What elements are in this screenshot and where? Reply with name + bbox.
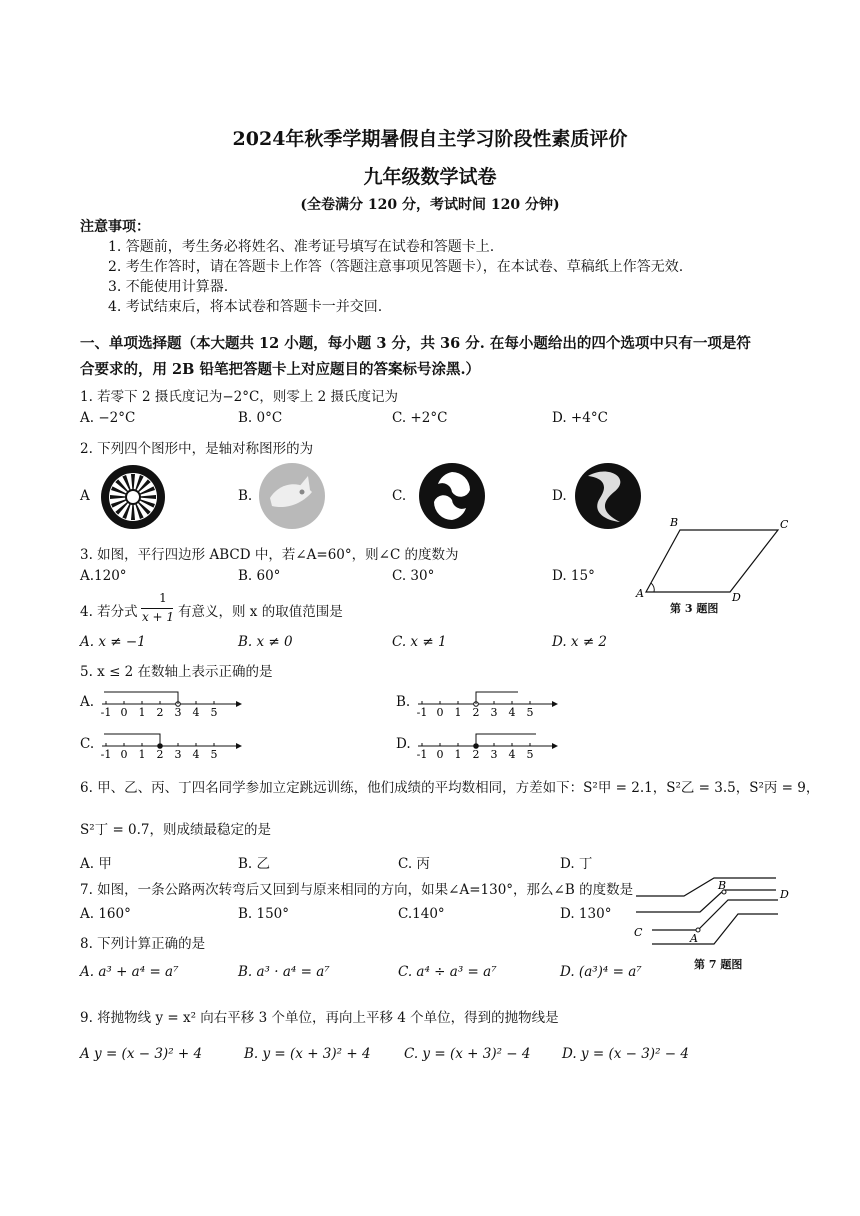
q8-option-a: A. a³ + a⁴ = a⁷ (80, 964, 179, 980)
q8-option-b: B. a³ · a⁴ = a⁷ (238, 964, 330, 980)
exam-subtitle: 九年级数学试卷 (363, 166, 497, 188)
tick-label: 2 (472, 706, 480, 719)
q6-stem-line1: 6. 甲、乙、丙、丁四名同学参加立定跳远训练，他们成绩的平均数相同，方差如下：S²甲 = 2.1，S²乙 = 3.5，S²丙 = 9， (80, 780, 820, 796)
q5-label-d: D. (396, 736, 411, 752)
tick-label: 5 (526, 706, 534, 719)
q7-stem: 7. 如图，一条公路两次转弯后又回到与原来相同的方向，如果∠A=130°，那么∠B 的度数是 (80, 882, 634, 898)
exam-title: 2024年秋季学期暑假自主学习阶段性素质评价 (232, 128, 628, 150)
q6-option-a: A. 甲 (80, 856, 112, 872)
notice-item: 1. 答题前，考生务必将姓名、准考证号填写在试卷和答题卡上. (108, 239, 495, 255)
fish-emblem-icon (258, 462, 326, 530)
tick-label: -1 (100, 748, 112, 761)
q6-option-b: B. 乙 (238, 856, 271, 872)
notice-item: 3. 不能使用计算器. (108, 279, 229, 295)
q8-option-c: C. a⁴ ÷ a³ = a⁷ (398, 964, 497, 980)
tick-label: -1 (416, 748, 428, 761)
q1-stem: 1. 若零下 2 摄氏度记为−2°C，则零上 2 摄氏度记为 (80, 389, 398, 405)
number-line-b (414, 684, 559, 720)
road-point-label: B (718, 879, 727, 892)
q2-label-c: C. (392, 488, 407, 504)
q3-parallelogram-figure (628, 512, 788, 602)
q1-option-b: B. 0°C (238, 410, 283, 426)
notice-item: 2. 考生作答时，请在答题卡上作答（答题注意事项见答题卡），在本试卷、草稿纸上作答无效. (108, 259, 684, 275)
q7-option-b: B. 150° (238, 906, 290, 922)
vertex-label: C (780, 518, 788, 531)
q7-option-c: C.140° (398, 906, 445, 922)
tick-label: -1 (416, 706, 428, 719)
vertex-label: A (636, 587, 644, 600)
q8-stem: 8. 下列计算正确的是 (80, 936, 206, 952)
tick-label: 2 (472, 748, 480, 761)
q7-option-a: A. 160° (80, 906, 131, 922)
q6-option-d: D. 丁 (560, 856, 593, 872)
q7-option-d: D. 130° (560, 906, 612, 922)
tick-label: 1 (138, 748, 146, 761)
vertex-label: B (670, 516, 679, 529)
q9-option-a: A y = (x − 3)² + 4 (80, 1046, 203, 1062)
q5-label-a: A. (80, 694, 95, 710)
q3-option-c: C. 30° (392, 568, 435, 584)
q6-option-c: C. 丙 (398, 856, 430, 872)
tick-label: 1 (138, 706, 146, 719)
q8-option-d: D. (a³)⁴ = a⁷ (560, 964, 642, 980)
tick-label: 5 (526, 748, 534, 761)
notice-item: 4. 考试结束后，将本试卷和答题卡一并交回. (108, 299, 383, 315)
q6-stem-line2: S²丁 = 0.7，则成绩最稳定的是 (80, 822, 272, 838)
chrysanthemum-crest-icon (100, 464, 166, 530)
q4-option-b: B. x ≠ 0 (238, 634, 293, 650)
tick-label: 5 (210, 748, 218, 761)
q4-option-c: C. x ≠ 1 (392, 634, 447, 650)
q2-label-a: A (80, 488, 90, 504)
q4-stem-pre: 4. 若分式 (80, 604, 138, 620)
road-point-label: A (690, 932, 698, 945)
q7-road-figure (628, 870, 798, 954)
q4-fraction-bar (141, 608, 173, 609)
q5-label-c: C. (80, 736, 95, 752)
tick-label: 3 (174, 748, 182, 761)
tick-label: 1 (454, 706, 462, 719)
tick-label: 3 (490, 706, 498, 719)
number-line-c (98, 726, 243, 762)
vertex-label: D (732, 591, 741, 602)
notice-heading: 注意事项： (80, 219, 150, 235)
q4-fraction-denominator: x + 1 (141, 610, 175, 624)
exam-info: (全卷满分 120 分，考试时间 120 分钟) (300, 197, 560, 213)
q7-figure-caption: 第 7 题图 (694, 958, 743, 971)
road-point-label: C (634, 926, 643, 939)
section-heading: 一、单项选择题（本大题共 12 小题，每小题 3 分，共 36 分. 在每小题给出的四个选项中只有一项是符 (80, 335, 751, 352)
q2-label-d: D. (552, 488, 567, 504)
q5-stem: 5. x ≤ 2 在数轴上表示正确的是 (80, 664, 273, 680)
q3-figure-caption: 第 3 题图 (670, 602, 719, 615)
q4-option-a: A. x ≠ −1 (80, 634, 146, 650)
road-point-label: D (780, 888, 789, 901)
tick-label: 2 (156, 748, 164, 761)
tick-label: 0 (120, 706, 128, 719)
q1-option-d: D. +4°C (552, 410, 608, 426)
q9-stem: 9. 将抛物线 y = x² 向右平移 3 个单位，再向上平移 4 个单位，得到的抛物线是 (80, 1010, 559, 1026)
tick-label: 4 (508, 706, 516, 719)
q3-option-a: A.120° (80, 568, 127, 584)
q2-label-b: B. (238, 488, 253, 504)
number-line-a (98, 684, 243, 720)
q2-stem: 2. 下列四个图形中，是轴对称图形的为 (80, 441, 314, 457)
number-line-d (414, 726, 559, 762)
q9-option-b: B. y = (x + 3)² + 4 (244, 1046, 371, 1062)
tick-label: 0 (436, 748, 444, 761)
q1-option-a: A. −2°C (80, 410, 136, 426)
q4-stem-post: 有意义，则 x 的取值范围是 (178, 604, 343, 620)
tick-label: 4 (192, 748, 200, 761)
q3-option-b: B. 60° (238, 568, 281, 584)
q4-option-d: D. x ≠ 2 (552, 634, 608, 650)
tick-label: 5 (210, 706, 218, 719)
tick-label: -1 (100, 706, 112, 719)
swirl-emblem-icon (418, 462, 486, 530)
q4-fraction-numerator: 1 (159, 591, 167, 605)
tick-label: 4 (192, 706, 200, 719)
q9-option-d: D. y = (x − 3)² − 4 (562, 1046, 689, 1062)
q3-stem: 3. 如图，平行四边形 ABCD 中，若∠A=60°，则∠C 的度数为 (80, 547, 459, 563)
q1-option-c: C. +2°C (392, 410, 448, 426)
tick-label: 2 (156, 706, 164, 719)
q5-label-b: B. (396, 694, 411, 710)
tick-label: 1 (454, 748, 462, 761)
tick-label: 4 (508, 748, 516, 761)
q9-option-c: C. y = (x + 3)² − 4 (404, 1046, 531, 1062)
tick-label: 0 (436, 706, 444, 719)
q3-option-d: D. 15° (552, 568, 595, 584)
tick-label: 3 (490, 748, 498, 761)
section-heading-cont: 合要求的，用 2B 铅笔把答题卡上对应题目的答案标号涂黑.） (80, 361, 480, 378)
tick-label: 0 (120, 748, 128, 761)
tick-label: 3 (174, 706, 182, 719)
